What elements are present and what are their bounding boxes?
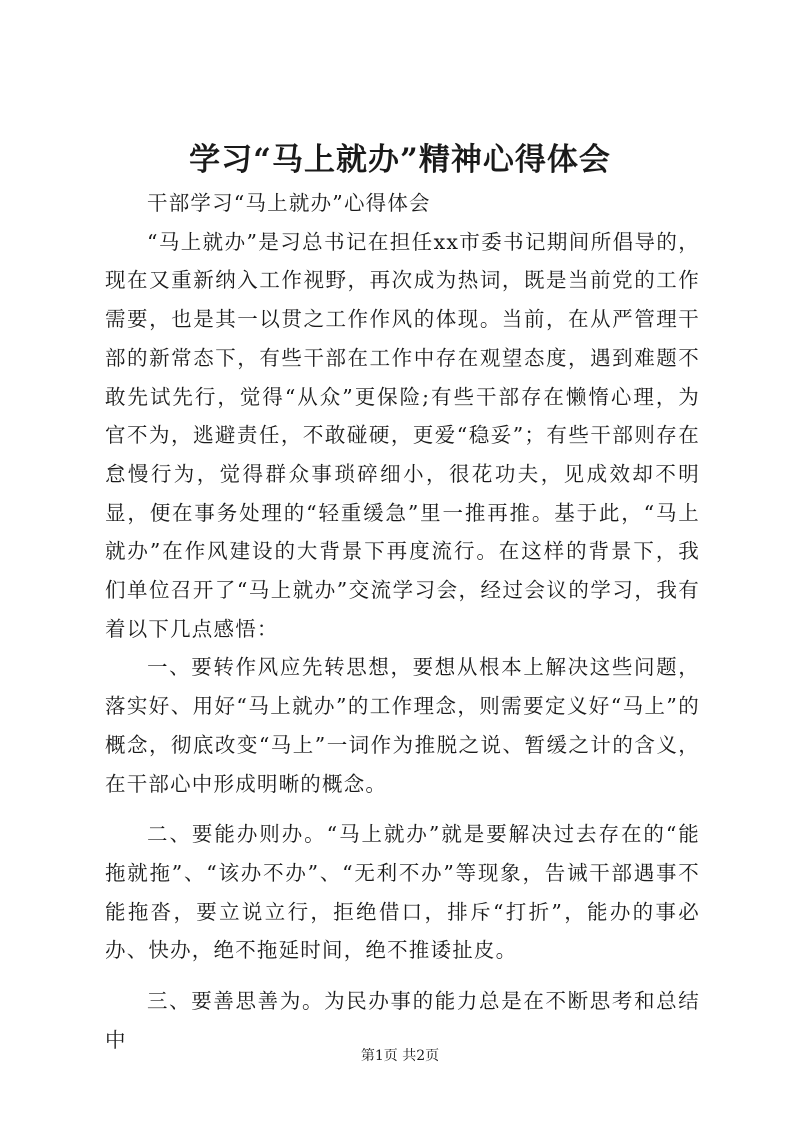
page-number-footer: 第1页 共2页 <box>360 1048 440 1064</box>
document-body <box>105 184 700 1059</box>
paragraph-point-1: 一、要转作风应先转思想，要想从根本上解决这些问题，落实好、用好“马上就办”的工作理念，则需要定义好“马上”的概念，彻底改变“马上”一词作为推脱之说、暂缓之计的含义，在干部心中形成明晰的概念。 <box>105 655 700 796</box>
paragraph-point-2: 二、要能办则办。“马上就办”就是要解决过去存在的“能拖就拖”、“该办不办”、“无利不办”等现象，告诫干部遇事不能拖沓，要立说立行，拒绝借口，排斥“打折”，能办的事必办、快办，绝不拖延时间，绝不推诿扯皮。 <box>105 822 700 963</box>
document-title: 学习“马上就办”精神心得体会 <box>189 142 611 178</box>
paragraph-point-3: 三、要善思善为。为民办事的能力总是在不断思考和总结中 <box>105 989 700 1052</box>
paragraph-intro: “马上就办”是习总书记在担任xx市委书记期间所倡导的，现在又重新纳入工作视野，再次成为热词，既是当前党的工作需要，也是其一以贯之工作作风的体现。当前，在从严管理干部的新常态下，有些干部在工作中存在观望态度，遇到难题不敢先试先行，觉得“从众”更保险;有些干部存在懒惰心理，为官不为，逃避责任，不敢碰硬，更爱“稳妥”；有些干部则存在怠慢行为，觉得群众事琐碎细小，很花功夫，见成效却不明显，便在事务处理的“轻重缓急”里一推再推。基于此，“马上就办”在作风建设的大背景下再度流行。在这样的背景下，我们单位召开了“马上就办”交流学习会，经过会议的学习，我有着以下几点感悟： <box>105 229 700 641</box>
document-subtitle: 干部学习“马上就办”心得体会 <box>147 191 431 215</box>
